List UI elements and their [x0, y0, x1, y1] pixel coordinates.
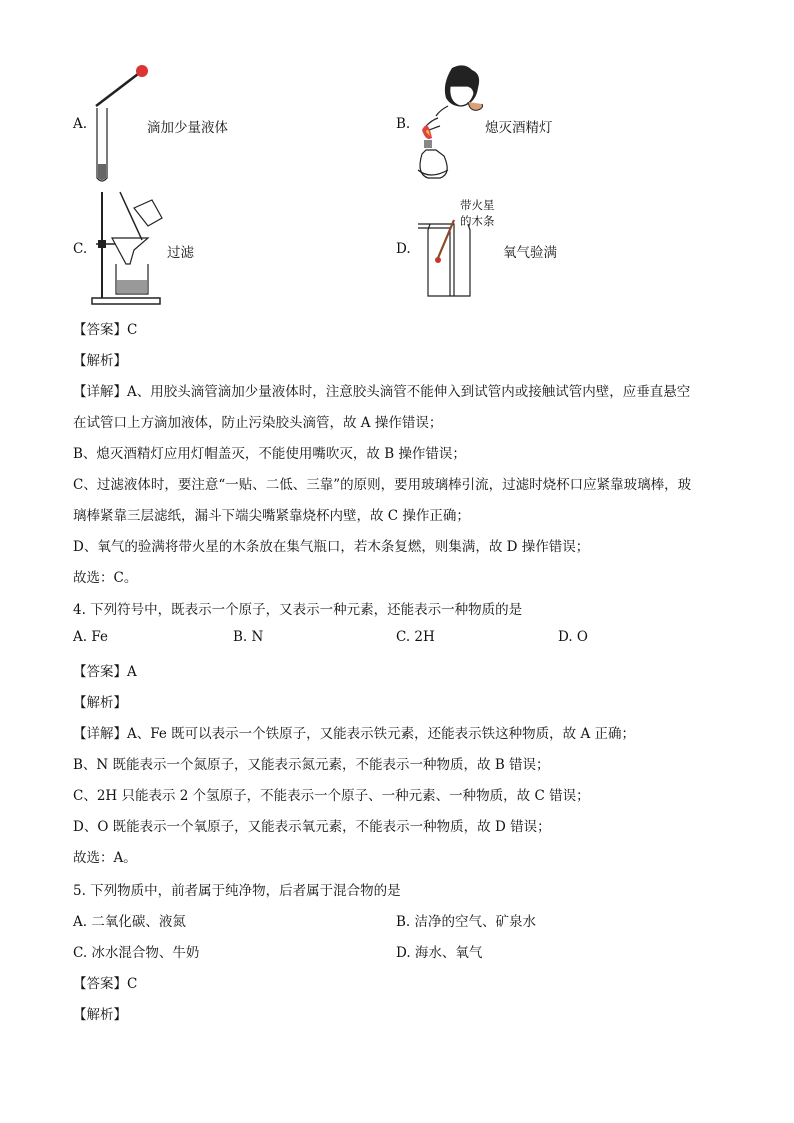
detail-line: D、O 既能表示一个氧原子，又能表示氧元素，不能表示一种物质，故 D 错误；	[73, 819, 551, 835]
option-label: 熄灭酒精灯	[485, 120, 553, 136]
option-letter: A.	[73, 116, 88, 132]
splint-label: 的木条	[460, 214, 495, 228]
choice-option: B. 洁净的空气、矿泉水	[396, 914, 537, 930]
choice-option: A. 二氧化碳、液氮	[73, 914, 186, 930]
choice-option: C. 冰水混合物、牛奶	[73, 945, 200, 961]
option-letter: D.	[396, 241, 411, 257]
choice-option: D. 海水、氧气	[396, 945, 483, 961]
option-label: 氧气验满	[503, 245, 557, 261]
conclusion: 故选：C。	[73, 570, 138, 586]
detail-line: C、过滤液体时，要注意“一贴、二低、三靠”的原则，要用玻璃棒引流，过滤时烧杯口应紧靠玻璃棒，玻	[73, 477, 692, 493]
analysis-heading: 【解析】	[73, 695, 127, 711]
option-letter: B.	[396, 116, 411, 132]
choice-option: D. O	[558, 629, 588, 645]
answer: 【答案】A	[73, 664, 137, 680]
analysis-heading: 【解析】	[73, 353, 127, 369]
choice-option: C. 2H	[396, 629, 435, 645]
choice-option: B. N	[233, 629, 264, 645]
detail-line: 璃棒紧靠三层滤纸，漏斗下端尖嘴紧靠烧杯内壁，故 C 操作正确；	[73, 508, 470, 524]
splint-label: 带火星	[460, 198, 495, 212]
filtration-figure	[90, 190, 175, 308]
alcohol-lamp-figure	[412, 62, 492, 184]
option-label: 滴加少量液体	[147, 120, 228, 136]
detail-line: 【详解】A、用胶头滴管滴加少量液体时，注意胶头滴管不能伸入到试管内或接触试管内壁，应垂直悬空	[73, 384, 691, 400]
option-letter: C.	[73, 241, 88, 257]
detail-line: D、氧气的验满将带火星的木条放在集气瓶口，若木条复燃，则集满，故 D 操作错误；	[73, 539, 590, 555]
conclusion: 故选：A。	[73, 850, 137, 866]
detail-line: C、2H 只能表示 2 个氢原子，不能表示一个原子、一种元素、一种物质，故 C 错误；	[73, 788, 590, 804]
question-stem: 5. 下列物质中，前者属于纯净物，后者属于混合物的是	[73, 883, 401, 899]
answer: 【答案】C	[73, 976, 138, 992]
question-stem: 4. 下列符号中，既表示一个原子，又表示一种元素，还能表示一种物质的是	[73, 602, 523, 618]
choice-option: A. Fe	[73, 629, 108, 645]
gas-jar-figure	[410, 216, 480, 298]
detail-line: B、N 既能表示一个氮原子，又能表示氮元素，不能表示一种物质，故 B 错误；	[73, 757, 550, 773]
analysis-heading: 【解析】	[73, 1007, 127, 1023]
detail-line: 【详解】A、Fe 既可以表示一个铁原子，又能表示铁元素，还能表示铁这种物质，故 A 正确；	[73, 726, 635, 742]
answer: 【答案】C	[73, 322, 138, 338]
option-label: 过滤	[167, 245, 194, 261]
detail-line: B、熄灭酒精灯应用灯帽盖灭，不能使用嘴吹灭，故 B 操作错误；	[73, 446, 466, 462]
detail-line: 在试管口上方滴加液体，防止污染胶头滴管，故 A 操作错误；	[73, 415, 443, 431]
